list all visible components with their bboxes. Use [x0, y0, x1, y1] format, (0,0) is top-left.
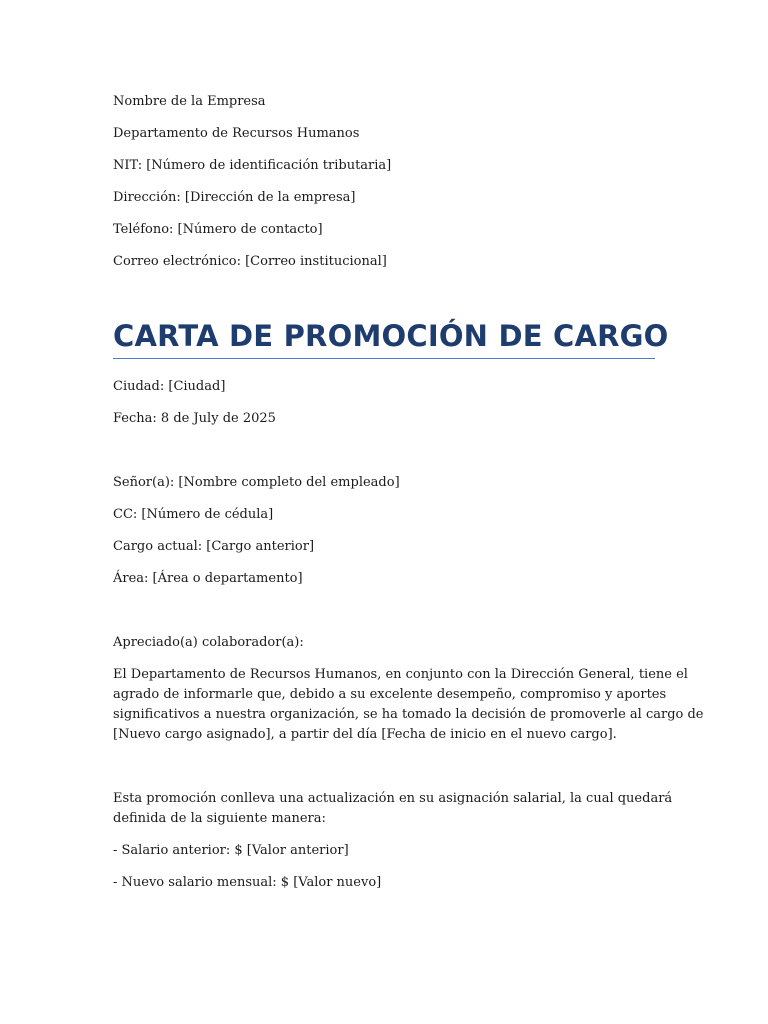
paragraph-line: definida de la siguiente manera:: [113, 811, 326, 826]
salary-paragraph: [113, 789, 673, 829]
title-block: [113, 318, 669, 359]
paragraph-line: significativos a nuestra organización, se ha tomado la decisión de promoverle al cargo de: [113, 707, 704, 722]
document-title: CARTA DE PROMOCIÓN DE CARGO: [113, 319, 669, 353]
date-line: Fecha: 8 de July de 2025: [113, 411, 276, 426]
employee-area: Área: [Área o departamento]: [113, 571, 303, 586]
employee-current-position: Cargo actual: [Cargo anterior]: [113, 539, 315, 554]
employee-name: Señor(a): [Nombre completo del empleado]: [113, 475, 400, 490]
city-line: Ciudad: [Ciudad]: [113, 379, 226, 394]
company-nit: NIT: [Número de identificación tributaria]: [113, 158, 392, 173]
previous-salary: - Salario anterior: $ [Valor anterior]: [113, 843, 349, 858]
document-content: [113, 92, 704, 893]
paragraph-line: agrado de informarle que, debido a su excelente desempeño, compromiso y aportes: [113, 687, 667, 702]
paragraph-line: El Departamento de Recursos Humanos, en conjunto con la Dirección General, tiene el: [113, 667, 688, 682]
title-underline: [113, 358, 655, 359]
company-phone: Teléfono: [Número de contacto]: [113, 222, 323, 237]
paragraph-line: Esta promoción conlleva una actualización en su asignación salarial, la cual quedará: [113, 791, 673, 806]
new-salary: - Nuevo salario mensual: $ [Valor nuevo]: [113, 875, 382, 890]
department-name: Departamento de Recursos Humanos: [113, 126, 360, 141]
salutation: Apreciado(a) colaborador(a):: [113, 635, 304, 650]
promotion-paragraph: [113, 665, 704, 745]
company-email: Correo electrónico: [Correo institucional]: [113, 254, 387, 269]
paragraph-line: [Nuevo cargo asignado], a partir del día [Fecha de inicio en el nuevo cargo].: [113, 727, 617, 742]
company-address: Dirección: [Dirección de la empresa]: [113, 190, 356, 205]
employee-id: CC: [Número de cédula]: [113, 507, 274, 522]
company-name: Nombre de la Empresa: [113, 94, 266, 109]
